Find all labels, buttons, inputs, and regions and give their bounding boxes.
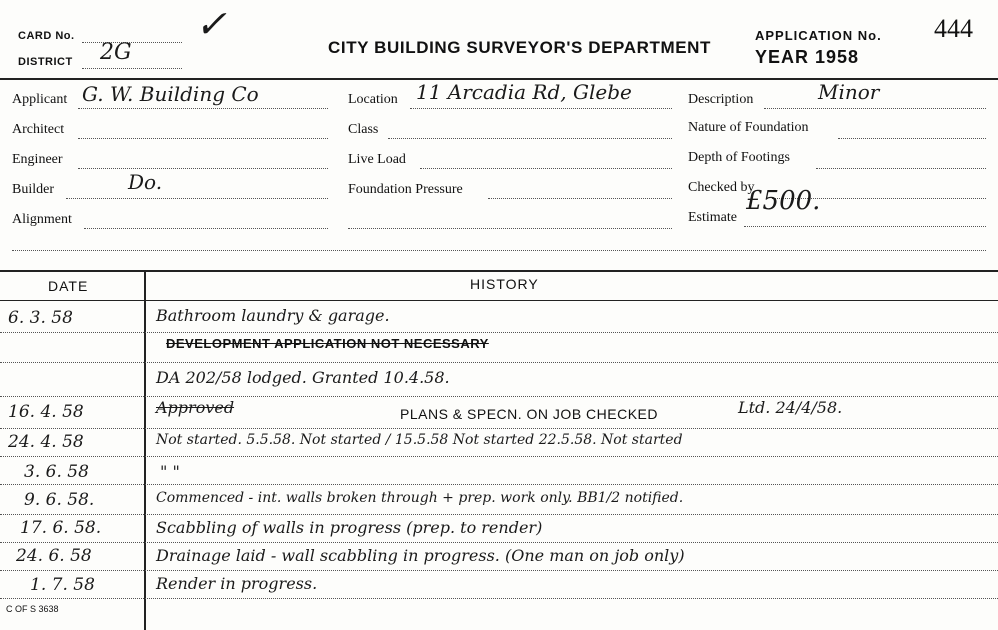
alignment-label: Alignment [12, 212, 72, 227]
check-mark: ✓ [195, 2, 227, 46]
date-header: DATE [48, 278, 89, 294]
description-label: Description [688, 92, 754, 107]
district-value: 2G [100, 40, 132, 65]
location-line [410, 108, 672, 109]
builder-line [66, 198, 328, 199]
class-line [388, 138, 672, 139]
row-line [0, 570, 998, 571]
year-label: YEAR 1958 [755, 47, 860, 67]
card-no-label: CARD No. [18, 30, 75, 42]
history-header-rule [0, 300, 998, 301]
form-number: C OF S 3638 [6, 604, 59, 614]
row-line [0, 484, 998, 485]
district-line [82, 68, 182, 69]
live-load-line [420, 168, 672, 169]
row-line [0, 428, 998, 429]
nature-of-foundation-label: Nature of Foundation [688, 120, 809, 135]
row-line [0, 542, 998, 543]
middle-blank-line [348, 228, 672, 229]
row-line [0, 456, 998, 457]
history-row-date: 16. 4. 58 [8, 402, 84, 422]
location-label: Location [348, 92, 398, 107]
location-value: 11 Arcadia Rd, Glebe [416, 80, 632, 104]
estimate-line [744, 226, 986, 227]
history-row-date: 24. 6. 58 [16, 546, 92, 566]
row-line [0, 332, 998, 333]
row-line [0, 598, 998, 599]
history-row-date: 17. 6. 58. [20, 518, 102, 538]
history-row-date: 9. 6. 58. [24, 490, 95, 510]
history-row-date: 6. 3. 58 [8, 308, 73, 328]
history-row-text-struck: DEVELOPMENT APPLICATION NOT NECESSARY [166, 336, 489, 351]
history-row-text: DA 202/58 lodged. Granted 10.4.58. [156, 368, 450, 387]
description-line [764, 108, 986, 109]
history-row-text: Commenced - int. walls broken through + prep. work only. BB1/2 notified. [156, 490, 684, 506]
district-label: DISTRICT [18, 56, 73, 68]
history-row-text: Render in progress. [156, 574, 318, 593]
application-no-label: APPLICATION No. [755, 28, 882, 43]
applicant-value: G. W. Building Co [82, 82, 259, 106]
alignment-line [84, 228, 328, 229]
architect-label: Architect [12, 122, 65, 137]
history-header: HISTORY [470, 276, 539, 292]
nature-of-foundation-line [838, 138, 986, 139]
applicant-line [78, 108, 328, 109]
history-row-text: Scabbling of walls in progress (prep. to render) [156, 518, 543, 537]
plans-checked-stamp: PLANS & SPECN. ON JOB CHECKED [400, 406, 659, 422]
architect-line [78, 138, 328, 139]
history-row-text: Drainage laid - wall scabbling in progress. (One man on job only) [156, 546, 685, 565]
builder-label: Builder [12, 182, 54, 197]
engineer-line [78, 168, 328, 169]
date-column-rule [144, 270, 146, 630]
class-label: Class [348, 122, 379, 137]
foundation-pressure-label: Foundation Pressure [348, 182, 463, 197]
estimate-label: Estimate [688, 210, 737, 225]
depth-of-footings-line [816, 168, 986, 169]
history-row-text-struck: Approved [156, 398, 235, 417]
applicant-label: Applicant [12, 92, 68, 107]
description-value: Minor [818, 80, 880, 104]
history-row-text: Not started. 5.5.58. Not started / 15.5.58 Not started 22.5.58. Not started [156, 432, 683, 448]
fields-bottom-line [12, 250, 986, 251]
row-line [0, 514, 998, 515]
history-row-signoff: Ltd. 24/4/58. [738, 398, 843, 417]
estimate-value: £500. [746, 186, 821, 216]
depth-of-footings-label: Depth of Footings [688, 150, 790, 165]
department-title: CITY BUILDING SURVEYOR'S DEPARTMENT [328, 38, 712, 57]
history-row-text: Bathroom laundry & garage. [156, 306, 390, 325]
row-line [0, 396, 998, 397]
history-top-rule [0, 270, 998, 272]
application-no: 444 [934, 14, 973, 43]
checked-by-label: Checked by [688, 180, 755, 195]
engineer-label: Engineer [12, 152, 63, 167]
row-line [0, 362, 998, 363]
live-load-label: Live Load [348, 152, 406, 167]
history-row-date: 1. 7. 58 [30, 575, 95, 595]
card-no-line [82, 42, 182, 43]
builder-value: Do. [128, 170, 163, 194]
history-row-text: " " [160, 462, 180, 481]
history-row-date: 3. 6. 58 [24, 462, 89, 482]
foundation-pressure-line [488, 198, 672, 199]
history-row-date: 24. 4. 58 [8, 432, 84, 452]
